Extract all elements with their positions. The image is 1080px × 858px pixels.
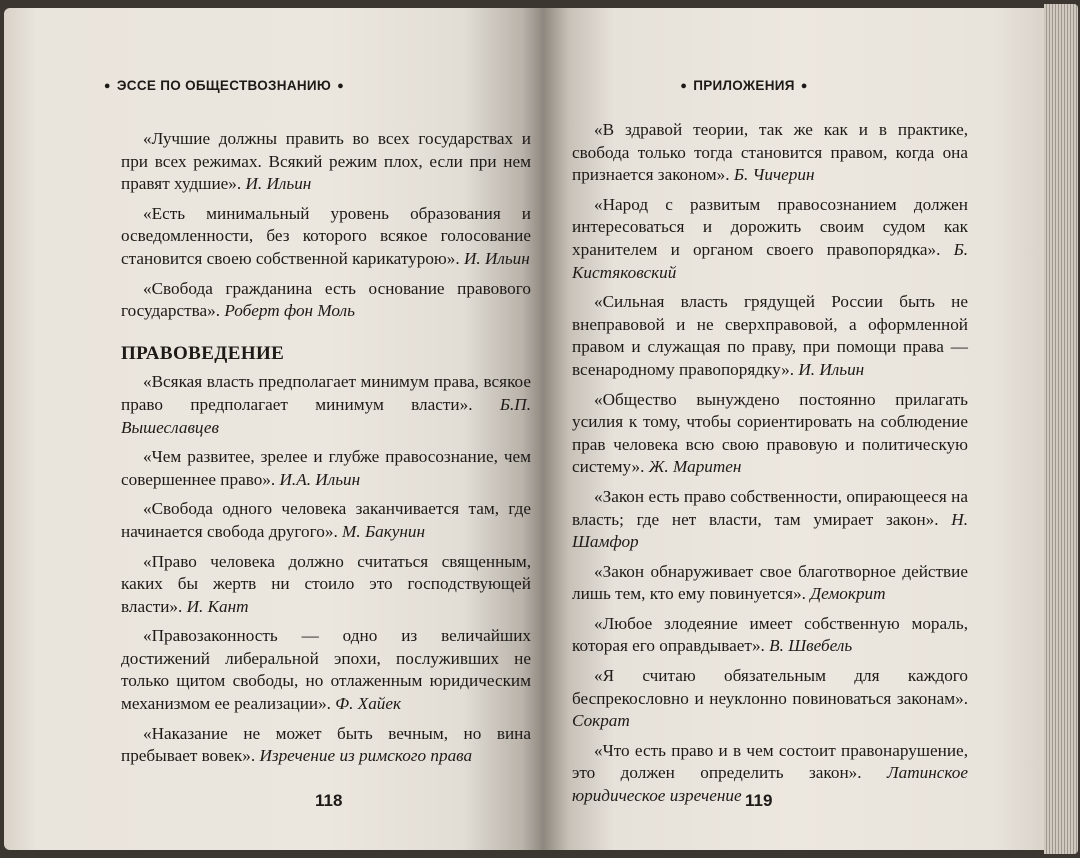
quote-paragraph: «Лучшие должны править во всех государствах и при всех режимах. Всякий режим плох, если при нем правят худшие». И. Ильин — [121, 129, 531, 194]
quote-paragraph: «Свобода одного человека заканчивается там, где начинается свобода другого». М. Бакунин — [121, 499, 531, 541]
left-page-text — [121, 128, 531, 775]
quote-author: Сократ — [572, 711, 630, 731]
quote-author: И. Ильин — [463, 248, 530, 268]
quote-paragraph: «Закон обнаруживает свое благотворное действие лишь тем, кто ему повинуется». Демокрит — [572, 561, 968, 604]
quote-author: Б. Кистяковский — [572, 239, 968, 282]
quote-author: И.А. Ильин — [279, 469, 361, 489]
quote-author: И. Ильин — [798, 359, 865, 379]
quote-author: Изречение из римского права — [259, 746, 473, 766]
quote-author: Демокрит — [810, 584, 886, 604]
quote-paragraph: «В здравой теории, так же как и в практике, свобода только тогда становится правом, когда она признается законом». Б. Чичерин — [572, 120, 968, 185]
quote-author: Б.П. Вышеславцев — [121, 394, 532, 437]
quote-author: И. Ильин — [245, 174, 312, 194]
quote-author: В. Швебель — [769, 636, 853, 656]
right-page — [544, 8, 1044, 850]
header-bullet-icon: ● — [337, 80, 345, 92]
quote-author: Роберт фон Моль — [224, 301, 355, 321]
quote-author: Н. Шамфор — [572, 509, 969, 552]
header-bullet-icon: ● — [680, 80, 688, 92]
quote-author: И. Кант — [186, 596, 249, 616]
left-page — [4, 8, 544, 850]
running-header-right — [544, 78, 944, 93]
page-number-right: 119 — [745, 791, 773, 810]
page-number-left: 118 — [315, 791, 343, 810]
quote-paragraph: «Общество вынуждено постоянно прилагать усилия к тому, чтобы сориентировать на соблюдение прав человека всю свою правовую и политическую систему». Ж. Маритен — [572, 389, 968, 477]
quote-paragraph: «Свобода гражданина есть основание правового государства». Роберт фон Моль — [121, 278, 531, 321]
quote-paragraph: «Чем развитее, зрелее и глубже правосознание, чем совершеннее право». И.А. Ильин — [121, 447, 531, 489]
quote-paragraph: «Правозаконность — одно из величайших достижений либеральной эпохи, послуживших не только щитом свободы, но отлаженным юридическим механизмом ее реализации». Ф. Хайек — [121, 626, 531, 714]
quote-paragraph: «Любое злодеяние имеет собственную мораль, которая его оправдывает». В. Швебель — [572, 613, 968, 656]
page-edges — [1044, 4, 1078, 854]
quote-paragraph: «Есть минимальный уровень образования и осведомленности, без которого всякое голосование становится своею собственной карикатурою». И. Ильин — [121, 203, 531, 268]
quote-author: Латинское юридическое изречение — [572, 763, 968, 806]
quote-author: М. Бакунин — [342, 521, 426, 541]
quote-author: Ф. Хайек — [335, 694, 402, 714]
quote-paragraph: «Что есть право и в чем состоит правонарушение, это должен определить закон». Латинское юридическое изречение — [572, 740, 968, 806]
header-title: ПРИЛОЖЕНИЯ — [693, 78, 795, 93]
quote-author: Б. Чичерин — [733, 165, 815, 185]
quote-paragraph: «Наказание не может быть вечным, но вина пребывает вовек». Изречение из римского права — [121, 723, 531, 766]
right-page-text — [572, 119, 968, 815]
quote-paragraph: «Сильная власть грядущей России быть не внеправовой и не сверхправовой, а оформленной правом и служащая по праву, при помощи права — всенародному правопорядку». И. Ильин — [572, 292, 968, 379]
quote-paragraph: «Право человека должно считаться священным, каких бы жертв ни стоило это господствующей власти». И. Кант — [121, 551, 531, 616]
quote-author: Ж. Маритен — [648, 457, 742, 477]
quote-paragraph: «Народ с развитым правосознанием должен интересоваться и дорожить своим судом как хранителем и органом своего правопорядка». Б. Кистяковский — [572, 194, 968, 282]
quote-paragraph: «Всякая власть предполагает минимум права, всякое право предполагает минимум власти». Б.П. Вышеславцев — [121, 372, 532, 437]
header-bullet-icon: ● — [800, 80, 808, 92]
quote-paragraph: «Закон есть право собственности, опирающееся на власть; где нет власти, там умирает закон». Н. Шамфор — [572, 486, 969, 552]
section-title: ПРАВОВЕДЕНИЕ — [121, 342, 285, 364]
header-title: ЭССЕ ПО ОБЩЕСТВОЗНАНИЮ — [116, 78, 332, 93]
header-bullet-icon: ● — [103, 80, 111, 92]
running-header-left — [4, 78, 444, 93]
quote-paragraph: «Я считаю обязательным для каждого беспрекословно и неуклонно повиноваться законам». Сократ — [572, 666, 968, 731]
